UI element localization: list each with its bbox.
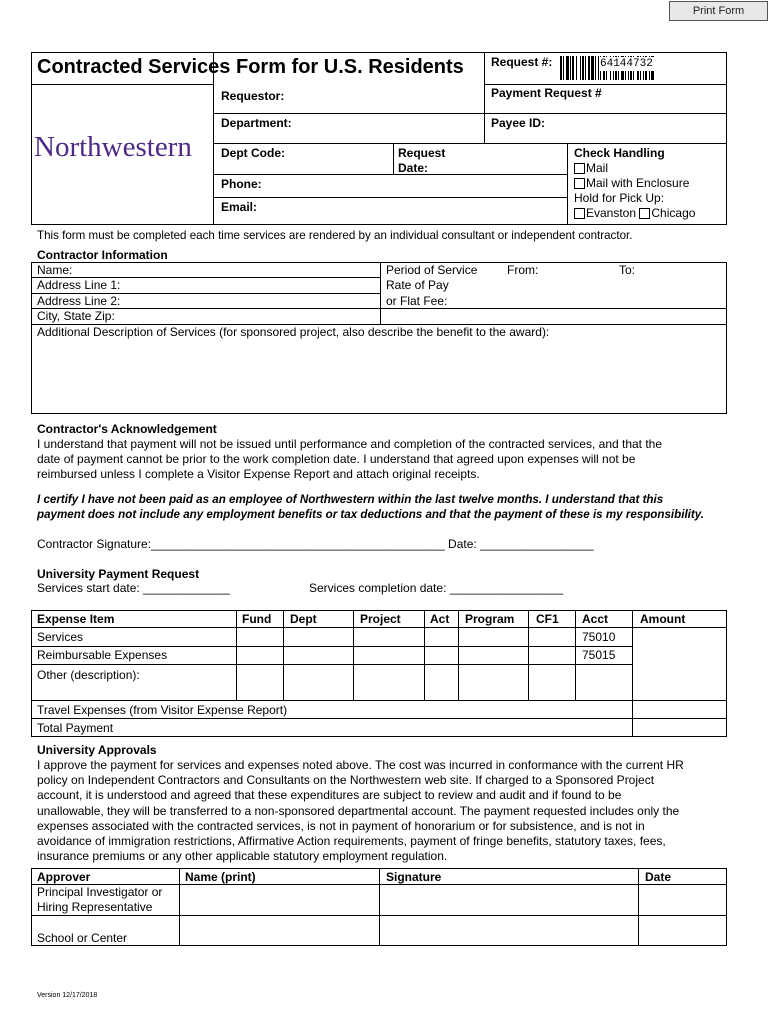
ack-line: I understand that payment will not be issued until performance and completion of the contracted services, and that the <box>37 437 663 451</box>
department-label: Department: <box>221 116 292 130</box>
contractor-info-heading: Contractor Information <box>37 248 168 262</box>
reimbursable-acct: 75015 <box>582 648 616 662</box>
pickup-location-options[interactable]: Evanston Chicago <box>574 206 695 220</box>
row-services: Services <box>37 630 84 644</box>
hold-pickup-label: Hold for Pick Up: <box>574 191 665 205</box>
row-reimbursable: Reimbursable Expenses <box>37 648 168 662</box>
row-travel: Travel Expenses (from Visitor Expense Report) <box>37 703 288 717</box>
row-other: Other (description): <box>37 668 140 682</box>
address2-field-label: Address Line 2: <box>37 294 121 308</box>
email-label: Email: <box>221 200 258 214</box>
checkbox-icon[interactable] <box>639 208 650 219</box>
column-name-print: Name (print) <box>185 870 256 884</box>
request-number-label: Request #: <box>491 55 553 69</box>
requestor-label: Requestor: <box>221 89 285 103</box>
mail-checkbox[interactable]: Mail <box>574 161 608 175</box>
print-form-button[interactable]: Print Form <box>669 1 768 21</box>
row-principal-investigator: Principal Investigator or <box>37 885 163 899</box>
approval-line: account, it is understood and agreed that these expenditures are subject to review and audit and if found to be <box>37 788 622 803</box>
approvals-heading: University Approvals <box>37 743 157 757</box>
services-completion-date: Services completion date: _________________ <box>309 581 564 595</box>
contractor-signature-line: Contractor Signature:____________________________________________ Date: _________________ <box>37 537 594 551</box>
name-field-label: Name: <box>37 263 73 277</box>
dept-code-label: Dept Code: <box>221 146 285 160</box>
request-date-label: Request <box>398 146 446 160</box>
column-date: Date <box>645 870 672 884</box>
column-expense-item: Expense Item <box>37 612 115 626</box>
northwestern-logo: Northwestern <box>34 131 192 163</box>
intro-text: This form must be completed each time services are rendered by an individual consultant or independent contractor. <box>37 229 633 242</box>
column-dept: Dept <box>290 612 317 626</box>
description-label: Additional Description of Services (for sponsored project, also describe the benefit to the award): <box>37 325 550 339</box>
checkbox-icon[interactable] <box>574 163 585 174</box>
to-label: To: <box>619 263 636 277</box>
flat-fee-label: or Flat Fee: <box>386 294 448 308</box>
column-project: Project <box>360 612 401 626</box>
approval-line: policy on Independent Contractors and Consultants on the Northwestern web site. If charged to a Sponsored Project <box>37 773 655 788</box>
payment-request-heading: University Payment Request <box>37 567 200 581</box>
acknowledgement-heading: Contractor's Acknowledgement <box>37 422 217 436</box>
form-title: Contracted Services Form for U.S. Residents <box>37 56 464 78</box>
approval-line: insurance premiums or any other applicable statutory employment regulation. <box>37 849 448 864</box>
column-amount: Amount <box>640 612 686 626</box>
certify-statement: payment does not include any employment benefits or tax deductions and that the payment of these is my responsibility. <box>37 508 704 521</box>
payment-request-label: Payment Request # <box>491 86 602 100</box>
approval-line: expenses associated with the contracted services, is not in payment of honorarium or for subsistence, and is not in <box>37 818 645 833</box>
request-date-label-2: Date: <box>398 161 429 175</box>
checkbox-icon[interactable] <box>574 178 585 189</box>
checkbox-icon[interactable] <box>574 208 585 219</box>
column-act: Act <box>430 612 450 626</box>
period-of-service-label: Period of Service <box>386 263 478 277</box>
services-acct: 75010 <box>582 630 616 644</box>
from-label: From: <box>507 263 539 277</box>
row-hiring-representative: Hiring Representative <box>37 900 153 914</box>
column-acct: Acct <box>582 612 609 626</box>
approval-line: I approve the payment for services and expenses noted above. The cost was incurred in conformance with the current HR <box>37 758 684 772</box>
column-cf1: CF1 <box>536 612 559 626</box>
certify-statement: I certify I have not been paid as an employee of Northwestern within the last twelve months. I understand that this <box>37 493 664 506</box>
column-fund: Fund <box>242 612 272 626</box>
request-number-value: 64144732 <box>600 58 653 70</box>
services-start-date: Services start date: _____________ <box>37 581 230 595</box>
column-approver: Approver <box>37 870 91 884</box>
payee-id-label: Payee ID: <box>491 116 546 130</box>
column-program: Program <box>465 612 515 626</box>
city-state-zip-label: City, State Zip: <box>37 309 115 323</box>
phone-label: Phone: <box>221 177 262 191</box>
version-text: Version 12/17/2018 <box>37 992 98 999</box>
ack-line: reimbursed unless I complete a Visitor Expense Report and attach original receipts. <box>37 467 480 481</box>
row-school-center: School or Center <box>37 931 128 945</box>
mail-enclosure-checkbox[interactable]: Mail with Enclosure <box>574 176 689 190</box>
check-handling-label: Check Handling <box>574 146 665 160</box>
ack-line: date of payment cannot be prior to the work completion date. I understand that agreed upon expenses will not be <box>37 452 636 466</box>
address1-field-label: Address Line 1: <box>37 278 121 292</box>
rate-of-pay-label: Rate of Pay <box>386 278 449 292</box>
approval-line: unallowable, they will be transferred to a non-sponsored departmental account. The payment requested includes only the <box>37 803 680 818</box>
approval-line: avoidance of immigration restrictions, Affirmative Action requirements, payment of fringe benefits, statutory taxes, fees, <box>37 834 666 848</box>
row-total: Total Payment <box>37 721 114 735</box>
column-signature: Signature <box>386 870 442 884</box>
